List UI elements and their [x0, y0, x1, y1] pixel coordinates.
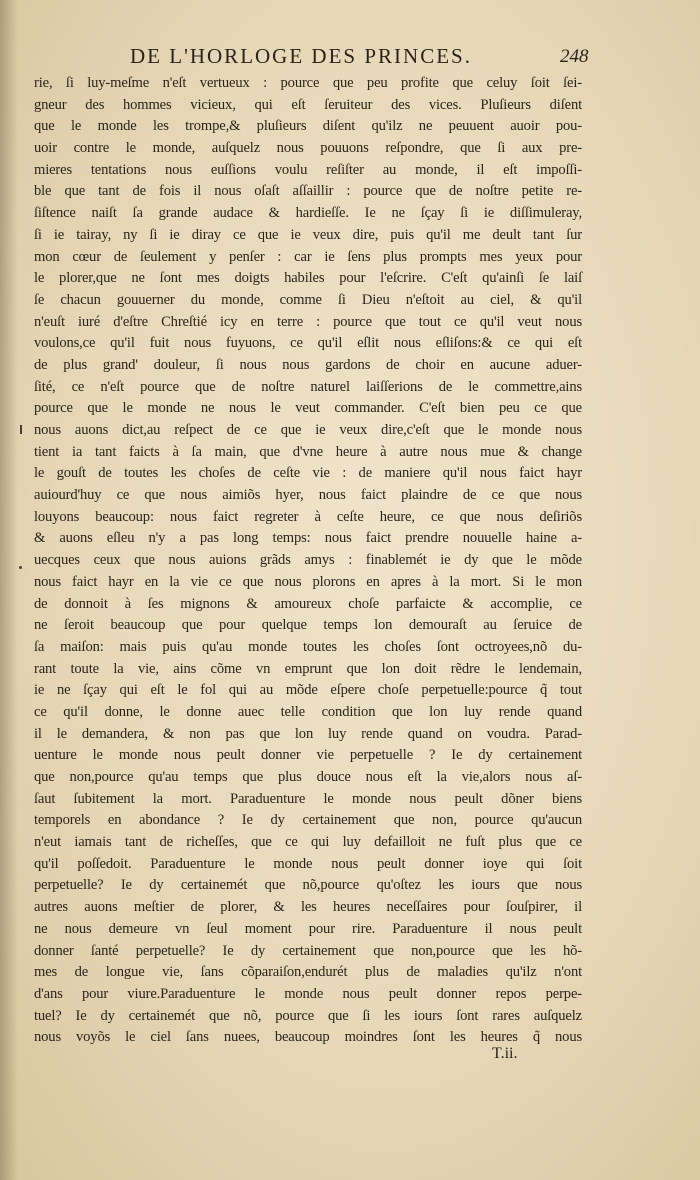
- text-line: ſi ie tairay, ny ſi ie diray ce que ie veux dire, puis qu'il me deult tant ſur: [34, 226, 582, 243]
- margin-mark: [20, 425, 22, 434]
- text-line: tient ia tant faicts à ſa main, que d'vne heure à autre nous mue & change: [34, 443, 582, 460]
- text-line: nous auons dict,au reſpect de ce que ie veux dire,c'eſt que le monde nous: [34, 422, 582, 438]
- text-line: ble que tant de fois il nous oſaſt aſſaillir : pource que de noſtre petite re-: [34, 183, 582, 200]
- text-line: il le demandera, & non pas que lon luy rende quand on voudra. Parad-: [34, 725, 582, 742]
- gutter-shadow: [0, 0, 18, 1180]
- text-line: donner ſanté perpetuelle? Ie dy certainement que non,pource que les hõ-: [34, 942, 582, 959]
- text-line: ſiſtence naiſt ſa grande audace & hardieſſe. Ie ne ſçay ſi ie diſſimuleray,: [34, 205, 582, 222]
- text-line: uecques ceux que nous auions grãds amys : finablemét ie dy que le mõde: [34, 552, 582, 569]
- text-line: mieres tentations nous euſſions voulu reſiſter au monde, il eſt impoſſi-: [34, 161, 582, 178]
- signature-mark: T.ii.: [492, 1045, 518, 1062]
- text-line: uenture le monde nous peult donner vie perpetuelle ? Ie dy certainement: [34, 747, 582, 764]
- text-line: tuel? Ie dy certainemét que nõ, pource que ſi les iours ſont rares auſquelz: [34, 1007, 582, 1024]
- text-line: le plorer,que ne ſont mes doigts habiles pour l'eſcrire. C'eſt qu'ainſi ſe laiſ: [34, 270, 582, 287]
- margin-dot: [19, 566, 22, 569]
- text-line: rant toute la vie, ains cõme vn emprunt que lon doit rẽdre le lendemain,: [34, 660, 582, 677]
- text-line: nous faict hayr en la vie ce que nous plorons en apres à la mort. Si le mon: [34, 573, 582, 590]
- text-line: louyons beaucoup: nous faict regreter à ceſte heure, ce que nous deſiriõs: [34, 508, 582, 525]
- page-number: 248: [560, 46, 589, 67]
- text-line: rie, ſi luy-meſme n'eſt vertueux : pource que peu profite que celuy ſoit ſei-: [34, 75, 582, 91]
- text-line: autres auons meſtier de plorer, & les heures neceſſaires pour ſouſpirer, il: [34, 899, 582, 916]
- text-line: qu'il poſſedoit. Paraduenture le monde nous peult donner ioye qui ſoit: [34, 855, 582, 872]
- text-line: d'ans pour viure.Paraduenture le monde nous peult donner repos perpe-: [34, 985, 582, 1002]
- text-line: n'euſt iuré d'eſtre Chreſtié icy en terre : pource que tout ce qu'il veut nous: [34, 313, 582, 330]
- text-line: de donnoit à ſes mignons & amoureux choſe parfaicte & accomplie, ce: [34, 595, 582, 612]
- text-line: mes de longue vie, ſans cõparaiſon,endurét plus de maladies qu'ilz n'ont: [34, 964, 582, 981]
- text-line: auiourd'huy ce que nous aimiõs hyer, nous faict plaindre de ce que nous: [34, 487, 582, 504]
- text-line: gneur des hommes vicieux, qui eſt ſeruiteur des vices. Pluſieurs diſent: [34, 96, 582, 113]
- text-line: ſe chacun gouuerner du monde, comme ſi Dieu n'eſtoit au ciel, & qu'il: [34, 291, 582, 308]
- text-line: nous voyõs le ciel ſans nuees, beaucoup moindres ſont les heures q̃ nous: [34, 1029, 582, 1046]
- text-line: uoir contre le monde, auſquelz nous pouuons reſpondre, que ſi aux pre-: [34, 140, 582, 157]
- text-line: que le monde les trompe,& pluſieurs diſent qu'ilz ne peuuent auoir pou-: [34, 118, 582, 135]
- text-line: ie ne ſçay qui eſt le fol qui au mõde eſpere choſe perpetuelle:pource q̃ tout: [34, 682, 582, 699]
- text-line: ſité, ce n'eſt pource que de noſtre naturel laiſſerions de le commettre,ains: [34, 378, 582, 395]
- text-line: perpetuelle? Ie dy certainemét que nõ,pource qu'oſtez les iours que nous: [34, 877, 582, 894]
- text-line: & auons eſleu n'y a pas long temps: nous faict prendre nouuelle haine a-: [34, 530, 582, 547]
- text-line: que non,pource qu'au temps que plus douce nous eſt la vie,alors nous aſ-: [34, 769, 582, 785]
- running-head: DE L'HORLOGE DES PRINCES.: [130, 44, 472, 68]
- text-line: ne ſeroit beaucoup que pour quelque temps lon demouraſt au ſeruice de: [34, 617, 582, 634]
- text-line: ſaut ſubitement la mort. Paraduenture le monde nous peult dõner biens: [34, 790, 582, 807]
- text-line: ce qu'il donne, le donne auec telle condition que lon luy rende quand: [34, 703, 582, 720]
- text-line: le gouſt de toutes les choſes de ceſte vie : de maniere qu'il nous faict hayr: [34, 465, 582, 482]
- body-text: [34, 73, 582, 1049]
- text-line: voulons,ce qu'il fuit nous fuyuons, ce qu'il eſlit nous eſliſons:& ce qui eſt: [34, 335, 582, 352]
- text-line: ſa maiſon: mais puis qu'au monde toutes les choſes ſont octroyees,nõ du-: [34, 638, 582, 655]
- text-line: ne nous demeure vn ſeul moment pour rire. Paraduenture il nous peult: [34, 920, 582, 937]
- text-line: mon cœur de ſeulement y penſer : car ie ſens plus prompts mes yeux pour: [34, 248, 582, 265]
- text-line: temporels en abondance ? Ie dy certainement que non, pource qu'aucun: [34, 812, 582, 829]
- text-line: n'eut iamais tant de richeſſes, que ce qui luy defailloit ne fuſt plus que ce: [34, 834, 582, 851]
- text-line: de plus grand' douleur, ſi nous nous gardons de choir en aucune aduer-: [34, 356, 582, 373]
- text-line: pource que le monde ne nous le veut commander. C'eſt bien peu ce que: [34, 400, 582, 417]
